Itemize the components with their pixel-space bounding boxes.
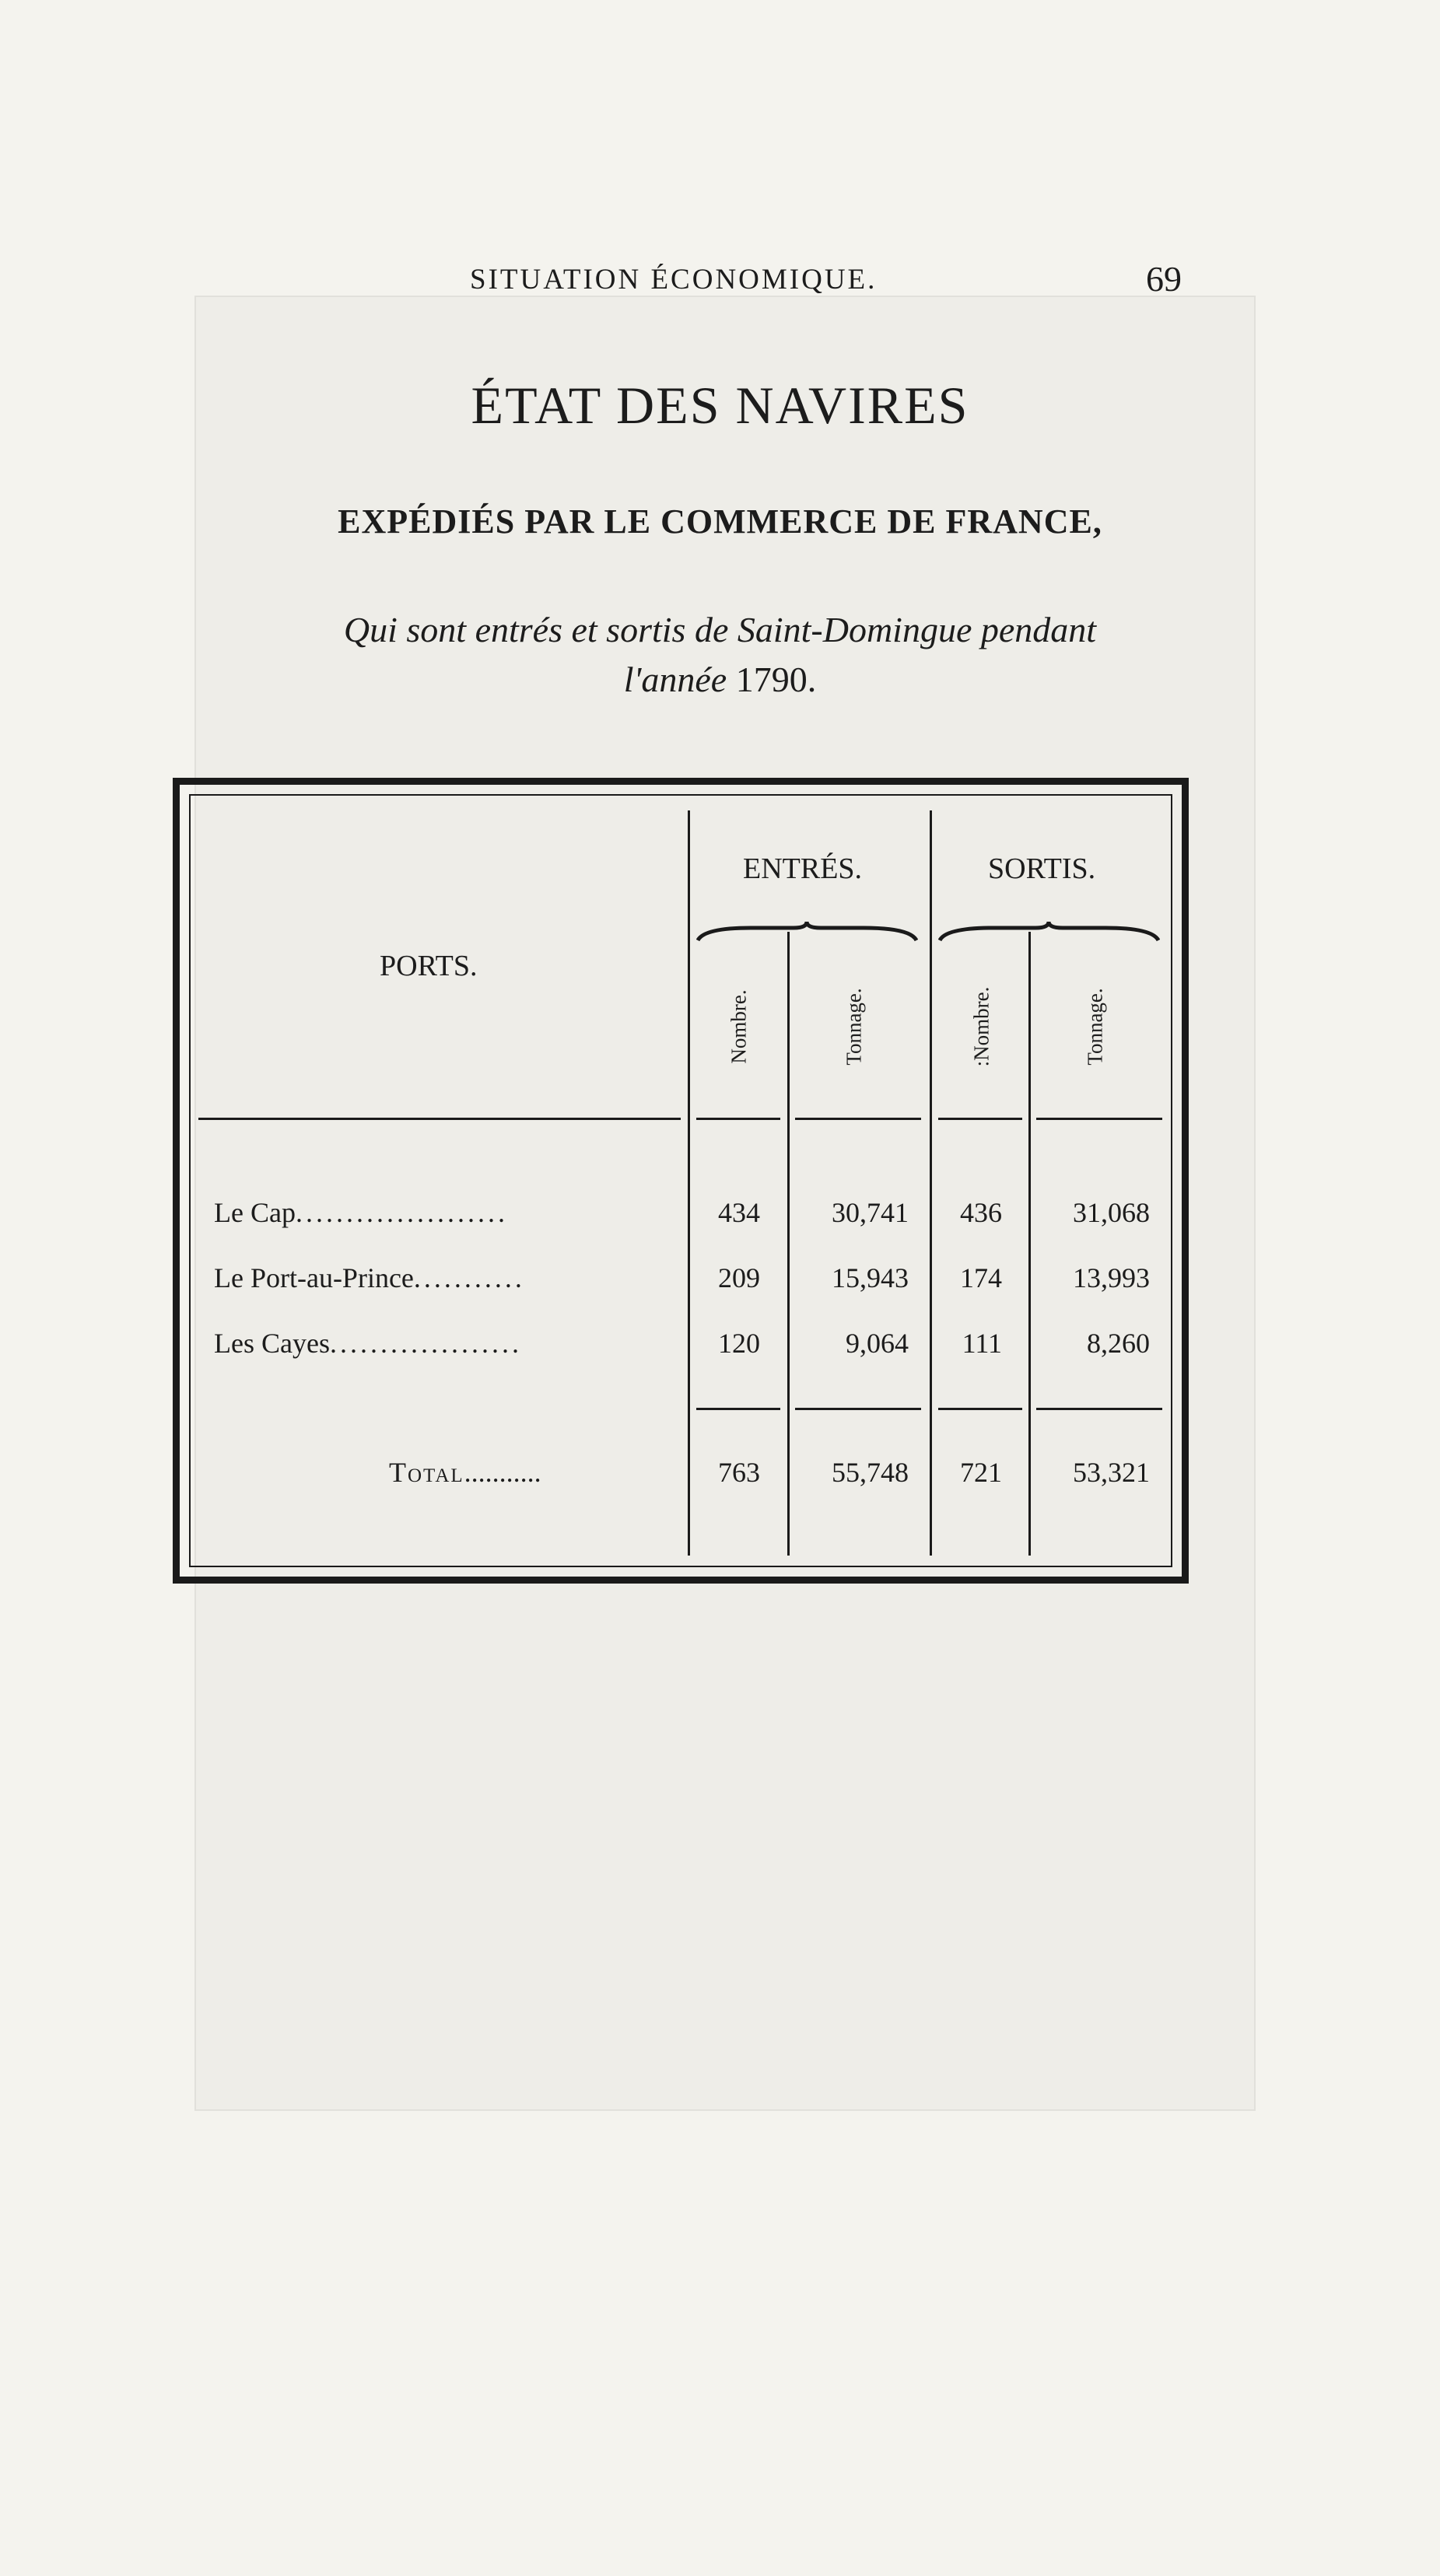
table-row-port: Le Port-au-Prince...........: [214, 1262, 525, 1293]
page-number: 69: [1146, 259, 1182, 299]
running-title: SITUATION ÉCONOMIQUE.: [470, 264, 878, 296]
table-total-entres-tonnage: 55,748: [832, 1457, 909, 1488]
table-cell-entres-tonnage: 30,741: [832, 1197, 909, 1228]
subheader-entres-tonnage: Tonnage.: [842, 988, 866, 1066]
table-cell-sortis-tonnage: 13,993: [1073, 1262, 1150, 1293]
header-rule-col2: [795, 1118, 921, 1120]
column-header-ports: PORTS.: [380, 950, 478, 982]
table-cell-entres-nombre: 209: [718, 1262, 760, 1293]
table-total-entres-nombre: 763: [718, 1457, 760, 1488]
group-header-entres: ENTRÉS.: [743, 852, 863, 885]
header-rule-col4: [1036, 1118, 1162, 1120]
subheader-sortis-nombre: :Nombre.: [969, 986, 993, 1067]
intro-line-2: l'année: [623, 660, 727, 699]
column-rule-sortis-mid: [1028, 932, 1031, 1556]
header-rule-col1: [696, 1118, 780, 1120]
running-head: [0, 259, 1440, 310]
subheader-sortis-tonnage: Tonnage.: [1083, 988, 1107, 1066]
ships-table-inner-border: [189, 794, 1172, 1567]
total-rule-col4: [1036, 1408, 1162, 1410]
table-cell-sortis-tonnage: 31,068: [1073, 1197, 1150, 1228]
table-cell-entres-nombre: 120: [718, 1328, 760, 1359]
table-total-label: Total...........: [389, 1457, 541, 1488]
subheader-entres-nombre: Nombre.: [727, 989, 751, 1064]
brace-sortis: [938, 920, 1160, 943]
page-title: ÉTAT DES NAVIRES: [471, 376, 969, 435]
table-cell-sortis-nombre: 436: [960, 1197, 1002, 1228]
intro-line-1: Qui sont entrés et sortis de Saint-Domingue pendant: [343, 610, 1097, 649]
brace-entres: [696, 920, 918, 943]
total-rule-col1: [696, 1408, 780, 1410]
header-rule-ports: [198, 1118, 681, 1120]
group-header-sortis: SORTIS.: [988, 852, 1096, 885]
intro-text: [0, 605, 1440, 705]
table-cell-sortis-nombre: 111: [962, 1328, 1002, 1359]
column-rule-ports: [688, 810, 690, 1556]
table-row-port: Les Cayes...................: [214, 1328, 522, 1359]
subtitle: EXPÉDIÉS PAR LE COMMERCE DE FRANCE,: [338, 502, 1102, 541]
intro-year: 1790.: [735, 660, 817, 699]
table-cell-entres-tonnage: 15,943: [832, 1262, 909, 1293]
table-total-sortis-nombre: 721: [960, 1457, 1002, 1488]
header-rule-col3: [938, 1118, 1022, 1120]
table-cell-sortis-nombre: 174: [960, 1262, 1002, 1293]
table-total-sortis-tonnage: 53,321: [1073, 1457, 1150, 1488]
table-cell-entres-nombre: 434: [718, 1197, 760, 1228]
column-rule-groups: [930, 810, 932, 1556]
table-cell-sortis-tonnage: 8,260: [1087, 1328, 1150, 1359]
total-rule-col3: [938, 1408, 1022, 1410]
total-rule-col2: [795, 1408, 921, 1410]
table-row-port: Le Cap.....................: [214, 1197, 508, 1228]
table-cell-entres-tonnage: 9,064: [846, 1328, 909, 1359]
column-rule-entres-mid: [787, 932, 790, 1556]
